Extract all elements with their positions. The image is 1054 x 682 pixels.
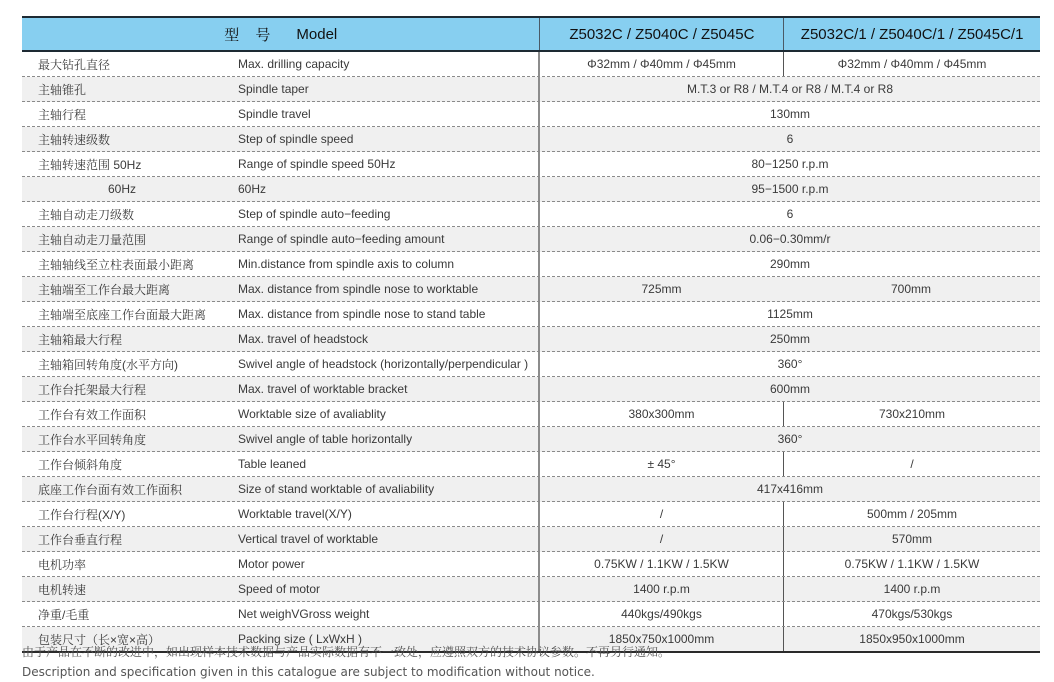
value-model-c1: 700mm [890, 282, 931, 296]
model-label-en: Model [296, 25, 338, 43]
value-shared: M.T.3 or R8 / M.T.4 or R8 / M.T.4 or R8 [686, 82, 894, 96]
param-name-en: Spindle taper [222, 77, 540, 101]
value-shared: 290mm [769, 257, 810, 271]
param-name-cn: 主轴箱最大行程 [38, 332, 123, 347]
value-model-c: / [540, 527, 784, 551]
table-row [22, 452, 1040, 477]
table-row [22, 152, 1040, 177]
param-name-cn: 主轴自动走刀量范围 [38, 232, 147, 247]
table-row [22, 77, 1040, 102]
value-model-c1: 730x210mm [878, 407, 946, 421]
value-shared: 360° [777, 432, 803, 446]
table-row [22, 302, 1040, 327]
spec-rows [22, 52, 1040, 653]
value-model-c: 0.75KW / 1.1KW / 1.5KW [540, 552, 784, 576]
param-name-en: 60Hz [222, 177, 540, 201]
param-name-en: Packing size ( LxWxH ) [222, 627, 540, 651]
table-row [22, 102, 1040, 127]
footnote [22, 642, 670, 682]
param-name-en: Vertical travel of worktable [222, 527, 540, 551]
table-row [22, 602, 1040, 627]
value-model-c: 725mm [641, 282, 682, 296]
spec-table [22, 16, 1040, 653]
param-name-cn: 主轴行程 [38, 107, 87, 122]
value-model-c1: 500mm / 205mm [866, 507, 958, 521]
param-name-en: Min.distance from spindle axis to column [222, 252, 540, 276]
footnote-en: Description and specification given in this catalogue are subject to modification without notice. [22, 665, 595, 679]
table-row [22, 377, 1040, 402]
table-row [22, 552, 1040, 577]
table-row [22, 227, 1040, 252]
value-model-c: / [540, 502, 784, 526]
param-name-cn: 工作台倾斜角度 [38, 457, 123, 472]
param-name-en: Net weighVGross weight [222, 602, 540, 626]
param-name-en: Range of spindle speed 50Hz [222, 152, 540, 176]
param-name-en: Swivel angle of table horizontally [222, 427, 540, 451]
footnote-cn: 由于产品在不断的改进中，如出现样本技术数据与产品实际数据有不一致处，应遵照双方的技术协议参数。不再另行通知。 [22, 645, 671, 659]
param-name-cn: 工作台托架最大行程 [38, 382, 147, 397]
param-name-en: Max. travel of worktable bracket [222, 377, 540, 401]
value-shared: 130mm [769, 107, 810, 121]
param-name-en: Range of spindle auto−feeding amount [222, 227, 540, 251]
param-name-cn: 主轴轴线至立柱表面最小距离 [38, 257, 195, 272]
table-row [22, 502, 1040, 527]
model-column-c: Z5032C / Z5040C / Z5045C [540, 18, 784, 50]
param-name-en: Step of spindle speed [222, 127, 540, 151]
param-name-en: Worktable size of avaliablity [222, 402, 540, 426]
table-row [22, 277, 1040, 302]
param-name-cn: 主轴自动走刀级数 [38, 207, 135, 222]
param-name-en: Speed of motor [222, 577, 540, 601]
value-shared: 417x416mm [756, 482, 824, 496]
model-header-label [22, 18, 540, 50]
param-name-cn: 主轴端至底座工作台面最大距离 [38, 307, 207, 322]
value-shared: 1125mm [767, 307, 813, 321]
param-name-cn: 主轴锥孔 [38, 82, 87, 97]
value-model-c: 1400 r.p.m [540, 577, 784, 601]
value-shared: 95−1500 r.p.m [751, 182, 829, 196]
param-name-cn: 主轴箱回转角度(水平方向) [38, 357, 178, 372]
param-name-cn: 主轴端至工作台最大距离 [38, 282, 171, 297]
model-label-cn: 型 号 [224, 26, 277, 44]
value-shared: 360° [777, 357, 803, 371]
value-model-c1: 470kgs/530kgs [871, 607, 953, 621]
model-column-c1: Z5032C/1 / Z5040C/1 / Z5045C/1 [800, 25, 1024, 43]
table-row [22, 477, 1040, 502]
table-row [22, 202, 1040, 227]
param-name-cn: 最大钻孔直径 [38, 57, 111, 72]
value-shared: 250mm [769, 332, 810, 346]
param-name-cn: 净重/毛重 [38, 607, 90, 622]
value-shared: 6 [786, 132, 794, 146]
param-name-cn: 主轴转速级数 [38, 132, 111, 147]
param-name-cn: 包装尺寸（长×宽×高） [38, 632, 161, 647]
param-name-cn: 电机功率 [38, 557, 87, 572]
param-name-cn: 电机转速 [38, 582, 87, 597]
value-shared: 80−1250 r.p.m [751, 157, 829, 171]
value-model-c1: Φ32mm / Φ40mm / Φ45mm [837, 57, 987, 71]
param-name-en: Worktable travel(X/Y) [222, 502, 540, 526]
param-name-cn: 底座工作台面有效工作面积 [38, 482, 183, 497]
param-name-cn: 工作台垂直行程 [38, 532, 123, 547]
param-name-en: Max. distance from spindle nose to worktable [222, 277, 540, 301]
table-row [22, 352, 1040, 377]
param-name-en: Max. drilling capacity [222, 52, 540, 76]
value-model-c1: / [910, 457, 914, 471]
param-name-en: Table leaned [222, 452, 540, 476]
table-row [22, 527, 1040, 552]
param-name-cn: 工作台水平回转角度 [38, 432, 147, 447]
value-model-c1: 570mm [891, 532, 932, 546]
param-name-en: Max. distance from spindle nose to stand table [222, 302, 540, 326]
param-name-cn: 工作台行程(X/Y) [38, 507, 126, 522]
value-model-c: 440kgs/490kgs [540, 602, 784, 626]
param-name-cn: 工作台有效工作面积 [38, 407, 147, 422]
value-model-c: Φ32mm / Φ40mm / Φ45mm [540, 52, 784, 76]
table-row [22, 127, 1040, 152]
value-model-c: ± 45° [540, 452, 784, 476]
param-name-en: Swivel angle of headstock (horizontally/perpendicular ) [222, 352, 540, 376]
value-model-c1: 1400 r.p.m [883, 582, 941, 596]
table-row [22, 402, 1040, 427]
value-shared: 600mm [769, 382, 810, 396]
value-shared: 0.06−0.30mm/r [749, 232, 831, 246]
param-name-en: Motor power [222, 552, 540, 576]
table-row [22, 252, 1040, 277]
table-row [22, 427, 1040, 452]
param-name-cn: 主轴转速范围 50Hz [38, 157, 142, 172]
table-header [22, 16, 1040, 52]
param-name-cn: 60Hz [108, 182, 137, 196]
param-name-en: Step of spindle auto−feeding [222, 202, 540, 226]
value-model-c1: 1850x950x1000mm [859, 632, 965, 646]
table-row [22, 177, 1040, 202]
table-row [22, 577, 1040, 602]
table-row [22, 327, 1040, 352]
value-model-c: 380x300mm [540, 402, 784, 426]
value-model-c: 1850x750x1000mm [540, 627, 784, 651]
table-row [22, 52, 1040, 77]
param-name-en: Max. travel of headstock [222, 327, 540, 351]
value-model-c1: 0.75KW / 1.1KW / 1.5KW [844, 557, 980, 571]
param-name-en: Size of stand worktable of avaliability [222, 477, 540, 501]
value-shared: 6 [786, 207, 794, 221]
param-name-en: Spindle travel [222, 102, 540, 126]
